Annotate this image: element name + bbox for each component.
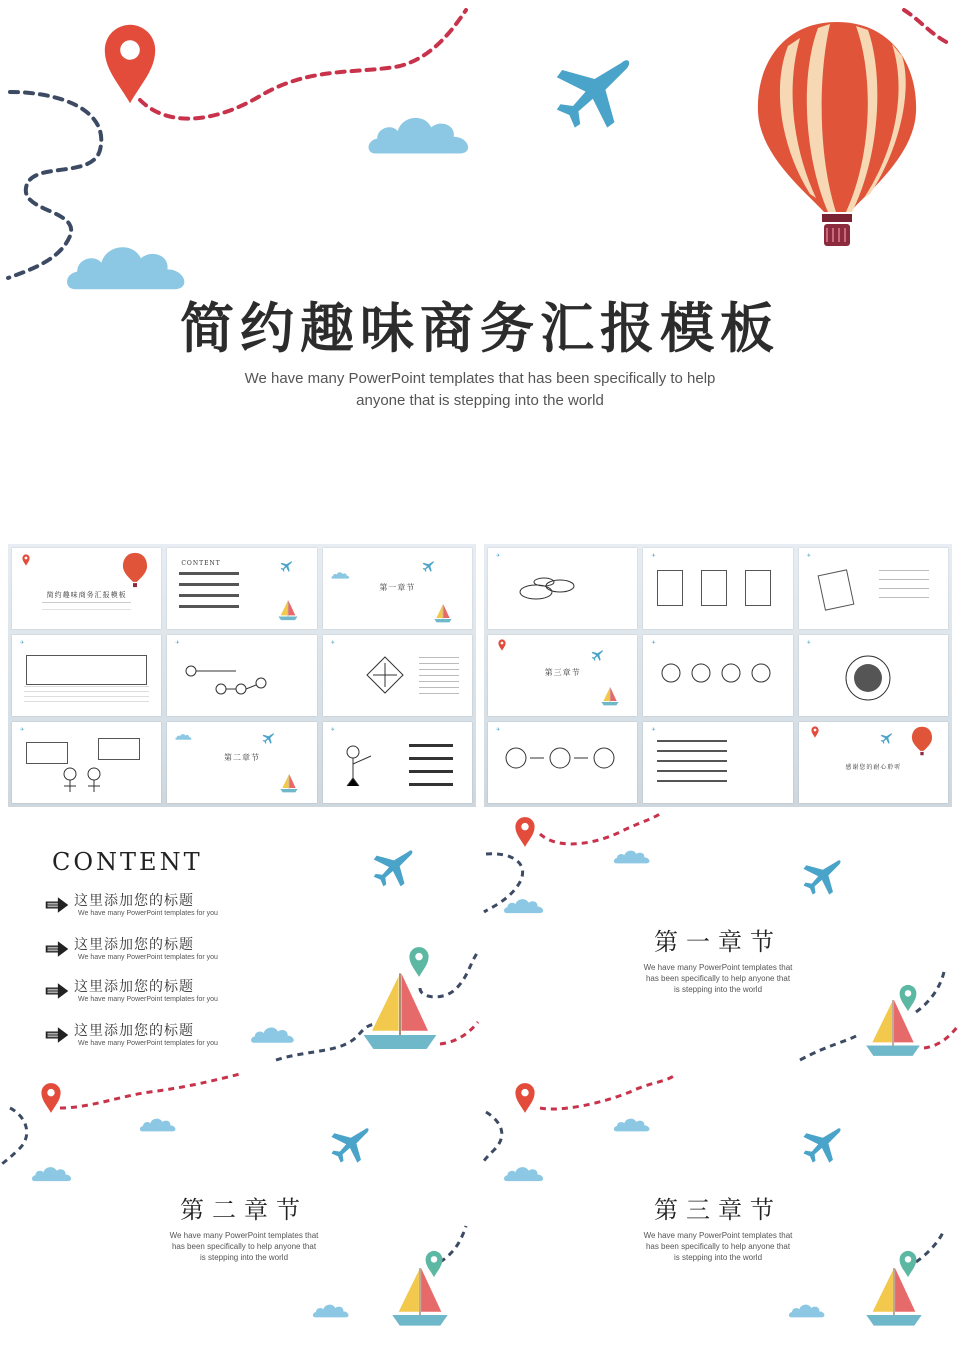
thumbnail-slide[interactable] xyxy=(12,722,161,803)
thumbnail-slide[interactable] xyxy=(799,548,948,629)
airplane-icon xyxy=(279,560,293,574)
thumbnail-title: 第一章节 xyxy=(379,583,416,592)
airplane-icon xyxy=(368,846,416,894)
thumbnail-text xyxy=(419,657,459,697)
thumbnail-title: 第二章节 xyxy=(223,753,260,762)
thumbnail-header xyxy=(496,553,502,559)
airplane-icon xyxy=(261,732,275,746)
thumbnail-slide[interactable] xyxy=(799,635,948,716)
cloud-icon xyxy=(331,570,351,580)
thumbnail-list xyxy=(179,572,239,616)
cloud-icon xyxy=(28,1162,78,1184)
thumbnail-title: 感谢您的耐心聆听 xyxy=(845,764,902,771)
thumbnail-card xyxy=(701,570,727,606)
content-item-subtitle: We have many PowerPoint templates for you xyxy=(78,1040,218,1047)
page-subtitle xyxy=(0,368,960,412)
thumbnail-slide[interactable] xyxy=(167,635,316,716)
content-item-subtitle: We have many PowerPoint templates for you xyxy=(78,910,218,917)
sailboat-icon xyxy=(358,968,442,1060)
thumbnail-slide[interactable] xyxy=(12,548,161,629)
map-pin-icon xyxy=(100,22,160,106)
thumbnail-header xyxy=(807,640,813,646)
cloud-icon xyxy=(366,104,478,162)
cloud-icon xyxy=(138,1114,180,1134)
cloud-icon xyxy=(175,732,193,741)
content-item-subtitle: We have many PowerPoint templates for you xyxy=(78,996,218,1003)
thumbnail-slide[interactable] xyxy=(12,635,161,716)
cloud-icon xyxy=(500,1162,550,1184)
thumbnail-slide[interactable] xyxy=(643,722,792,803)
chapter-subtitle-line: has been specifically to help anyone that xyxy=(171,1242,317,1251)
sailboat-icon xyxy=(388,1266,452,1332)
thumbnail-text xyxy=(24,686,149,706)
thumbnail-header xyxy=(807,553,813,559)
thumbnail-globe xyxy=(843,653,893,703)
chapter-subtitle-line: has been specifically to help anyone that xyxy=(645,1242,791,1251)
thumbnail-list xyxy=(409,744,453,788)
sailboat-icon xyxy=(862,998,924,1062)
thumbnail-diagram xyxy=(500,744,620,774)
content-list-item[interactable] xyxy=(44,1020,244,1060)
content-list-item[interactable] xyxy=(44,934,244,974)
chapter-subtitle-line: We have many PowerPoint templates that xyxy=(643,963,793,972)
sailboat-icon xyxy=(279,774,299,794)
thumbnail-slide[interactable] xyxy=(488,548,637,629)
thumbnail-slide[interactable] xyxy=(323,548,472,629)
arrow-right-icon xyxy=(44,940,70,958)
sailboat-icon xyxy=(862,1266,926,1332)
map-pin-icon xyxy=(514,816,536,848)
airplane-icon xyxy=(326,1124,372,1170)
airplane-icon xyxy=(546,52,636,142)
cloud-icon xyxy=(248,1022,300,1046)
doodle-figures xyxy=(58,766,108,796)
content-item-title: 这里添加您的标题 xyxy=(74,1023,194,1039)
sailboat-icon xyxy=(277,600,299,622)
map-pin-icon xyxy=(40,1082,62,1114)
thumbnail-header xyxy=(331,640,337,646)
thumbnail-header xyxy=(20,727,26,733)
map-pin-icon xyxy=(514,1082,536,1114)
chapter-subtitle-line: We have many PowerPoint templates that xyxy=(169,1231,319,1240)
cloud-icon xyxy=(786,1300,830,1320)
map-pin-icon xyxy=(811,726,819,738)
thumbnail-diagram xyxy=(661,661,771,685)
airplane-icon xyxy=(798,1124,844,1170)
content-list-item[interactable] xyxy=(44,976,244,1016)
cloud-icon xyxy=(500,894,550,916)
speech-box xyxy=(98,738,140,760)
thumbnail-frame xyxy=(26,655,147,685)
subtitle-line: We have many PowerPoint templates that has been specifically to help xyxy=(244,370,716,387)
thumbnail-slide[interactable] xyxy=(488,722,637,803)
page-title: 简约趣味商务汇报模板 xyxy=(180,296,780,360)
hot-air-balloon-icon xyxy=(911,726,933,756)
chapter-title: 第二章节 xyxy=(180,1196,308,1224)
thumbnail-slide[interactable] xyxy=(799,722,948,803)
thumbnail-slide[interactable] xyxy=(167,548,316,629)
cloud-icon xyxy=(310,1300,354,1320)
chapter-subtitle-line: has been specifically to help anyone that xyxy=(645,974,791,983)
thumbnail-slide[interactable] xyxy=(643,548,792,629)
thumbnail-header xyxy=(651,640,657,646)
thumbnail-document xyxy=(817,569,854,610)
thumbnail-slide[interactable] xyxy=(323,635,472,716)
content-heading: CONTENT xyxy=(52,848,203,876)
chapter-title: 第一章节 xyxy=(654,928,782,956)
chapter-subtitle-line: is stepping into the world xyxy=(673,1253,763,1262)
content-list-item[interactable] xyxy=(44,890,244,930)
subtitle-line: anyone that is stepping into the world xyxy=(356,392,604,409)
cloud-icon xyxy=(612,846,654,866)
thumbnail-header xyxy=(175,640,181,646)
thumbnail-slide[interactable] xyxy=(167,722,316,803)
arrow-right-icon xyxy=(44,896,70,914)
thumbnail-title: CONTENT xyxy=(181,560,221,567)
thumbnail-diagram xyxy=(365,655,405,695)
thumbnail-list xyxy=(657,740,727,788)
hot-air-balloon-icon xyxy=(752,16,922,252)
thumbnail-header xyxy=(651,727,657,733)
doodle-figure xyxy=(339,744,379,788)
thumbnail-header xyxy=(496,727,502,733)
thumbnail-title: 第三章节 xyxy=(544,668,581,677)
chapter-subtitle xyxy=(618,1230,818,1263)
thumbnail-card xyxy=(745,570,771,606)
content-item-subtitle: We have many PowerPoint templates for you xyxy=(78,954,218,961)
chapter-subtitle-line: is stepping into the world xyxy=(199,1253,289,1262)
thumbnail-diagram xyxy=(181,653,271,703)
chapter-subtitle xyxy=(144,1230,344,1263)
chapter-subtitle-line: is stepping into the world xyxy=(673,985,763,994)
thumbnail-header xyxy=(651,553,657,559)
hot-air-balloon-icon xyxy=(122,552,148,588)
map-pin-icon xyxy=(22,554,30,566)
thumbnail-slide[interactable] xyxy=(488,635,637,716)
airplane-icon xyxy=(590,649,604,663)
thumbnail-grid-right xyxy=(484,544,952,807)
airplane-icon xyxy=(879,732,893,746)
title-slide xyxy=(0,0,960,520)
arrow-right-icon xyxy=(44,982,70,1000)
thumbnail-subtitle xyxy=(42,602,132,610)
thumbnail-grid-left xyxy=(8,544,476,807)
sailboat-icon xyxy=(433,604,453,624)
thumbnail-header xyxy=(331,727,337,733)
arrow-right-icon xyxy=(44,1026,70,1044)
airplane-icon xyxy=(421,560,435,574)
cloud-icon xyxy=(612,1114,654,1134)
chapter-subtitle-line: We have many PowerPoint templates that xyxy=(643,1231,793,1240)
sailboat-icon xyxy=(600,687,620,707)
content-item-title: 这里添加您的标题 xyxy=(74,979,194,995)
thumbnail-header xyxy=(20,640,26,646)
airplane-icon xyxy=(798,856,844,902)
thumbnail-slide[interactable] xyxy=(643,635,792,716)
thumbnail-chart xyxy=(518,574,578,606)
speech-box xyxy=(26,742,68,764)
thumbnail-title: 简约趣味商务汇报模板 xyxy=(46,591,127,599)
thumbnail-text xyxy=(879,570,929,606)
content-item-title: 这里添加您的标题 xyxy=(74,893,194,909)
map-pin-icon xyxy=(498,639,506,651)
chapter-title: 第三章节 xyxy=(654,1196,782,1224)
content-item-title: 这里添加您的标题 xyxy=(74,937,194,953)
thumbnail-slide[interactable] xyxy=(323,722,472,803)
chapter-subtitle xyxy=(618,962,818,995)
thumbnail-card xyxy=(657,570,683,606)
